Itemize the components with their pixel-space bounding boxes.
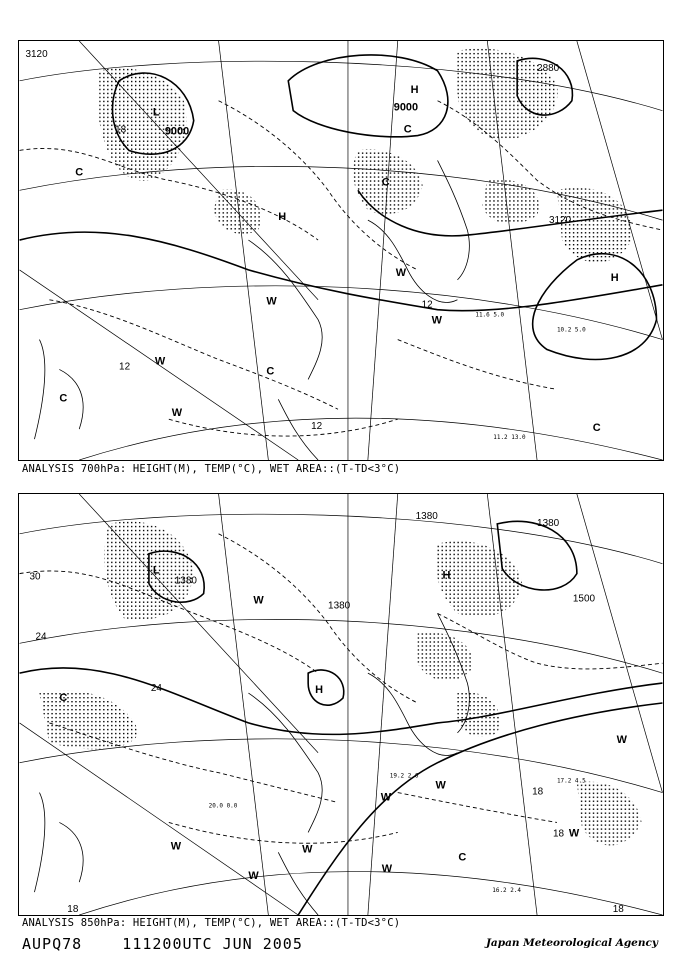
upper-system-label: W [171,407,183,420]
lower-system-label: W [302,843,313,856]
lower-wet-area [39,521,641,845]
lower-height-label-2: 1380 [328,600,351,612]
lower-temp-label: 18 [612,904,624,915]
lower-temp-label: 24 [35,631,47,643]
lower-system-label: W [380,791,392,804]
lower-system-label: W [248,870,259,883]
lower-height-label-4: 1500 [572,593,596,605]
upper-system-label: C [403,123,412,136]
upper-caption: ANALYSIS 700hPa: HEIGHT(M), TEMP(°C), WET AREA::(T-TD<3°C) [22,463,401,475]
lower-temp-label: 18 [67,904,79,915]
upper-system-label: H [610,271,619,284]
upper-temp-label: 18 [115,124,127,136]
lower-obs-value: 19.2 2.6 [389,772,419,780]
agency-credit: Japan Meteorological Agency [485,937,658,949]
upper-system-label: C [381,176,390,189]
lower-system-label: C [59,692,68,705]
lower-system-label: W [616,733,628,746]
upper-obs-value: 11.6 5.0 [475,311,505,319]
upper-temp-label: 12 [421,299,433,311]
upper-obs-value: 11.2 13.0 [493,434,526,442]
lower-obs-value: 20.0 0.0 [208,802,238,810]
upper-system-label: C [592,422,601,435]
lower-height-label-5: 1380 [415,510,438,522]
lower-temp-label: 30 [29,571,41,583]
upper-map-drawing [19,41,663,460]
lower-caption: ANALYSIS 850hPa: HEIGHT(M), TEMP(°C), WET AREA::(T-TD<3°C) [22,917,401,929]
lower-system-label: L [152,564,160,577]
upper-system-label: H [410,83,419,96]
lower-temp-label: 24 [150,683,162,695]
upper-temp-label: 12 [119,361,131,373]
upper-height-label-3: 9000 [393,101,419,114]
lower-system-label: H [442,569,451,582]
lower-system-label: W [253,594,264,607]
upper-temp-label: 12 [311,421,323,433]
lower-system-label: W [381,863,393,876]
upper-system-label: C [75,166,84,179]
upper-system-label: L [152,106,160,119]
lower-system-label: W [435,779,446,792]
upper-height-label-5: 2880 [537,62,560,74]
lower-system-label: W [170,840,182,853]
upper-700hpa-map [18,40,664,461]
lower-temp-label: 18 [552,828,565,840]
upper-system-label: W [431,314,442,327]
lower-850hpa-map [18,493,664,916]
lower-height-labels [175,511,596,612]
upper-system-label: C [59,392,68,405]
lower-obs-value: 17.2 4.5 [556,777,586,785]
upper-system-label: H [278,211,287,224]
upper-system-label: W [154,355,166,368]
lower-height-label-3: 1380 [537,517,560,529]
upper-obs-value: 10.2 5.0 [556,326,586,334]
upper-height-label-2: 9000 [164,125,190,138]
upper-system-label: W [395,266,407,279]
lower-system-label: H [315,684,324,697]
upper-system-label: C [266,365,275,378]
lower-system-label: C [458,851,467,864]
lower-map-drawing [19,494,663,915]
upper-obs-values [475,312,586,441]
lower-system-label: W [568,827,580,840]
lower-temp-label: 18 [532,786,544,798]
lower-height-label-1: 1380 [174,575,197,587]
bulletin-code: AUPQ78 111200UTC JUN 2005 [22,935,303,953]
lower-obs-value: 16.2 2.4 [492,887,522,895]
upper-height-label-1: 3120 [25,48,48,60]
upper-wet-area [99,48,632,262]
upper-system-label: W [266,295,277,308]
upper-height-label-4: 3120 [549,215,572,227]
